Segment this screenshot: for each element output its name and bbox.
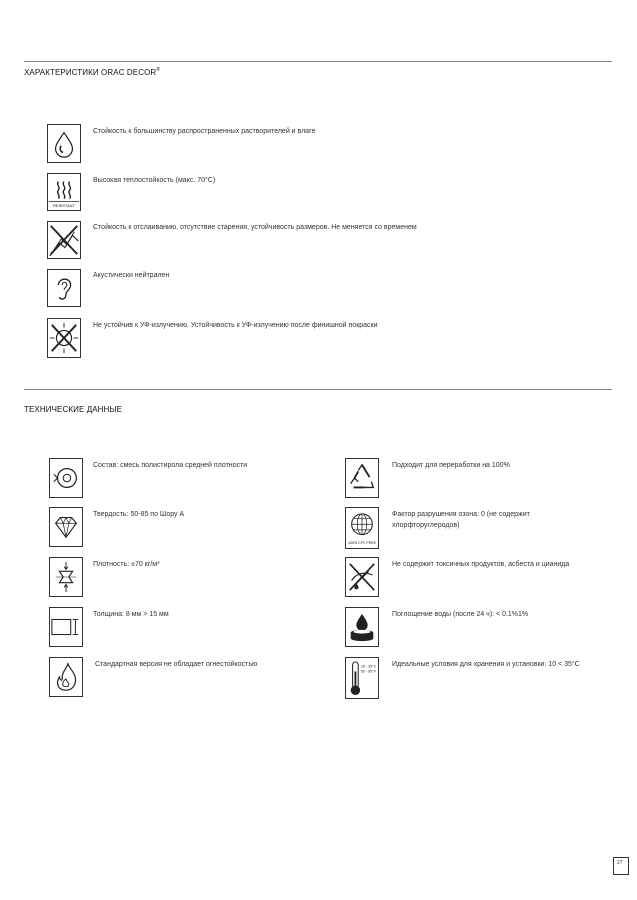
characteristic-text: Не устойчив к УФ-излучению. Устойчивость к УФ-излучению после финишной покраски	[93, 322, 378, 329]
technical-text: Не содержит токсичных продуктов, асбеста и цианида	[392, 561, 570, 568]
thermometer-icon	[345, 657, 379, 699]
technical-text: Состав: смесь полистирола средней плотности	[93, 462, 248, 469]
section-title-technical-data: ТЕХНИЧЕСКИЕ ДАННЫЕ	[24, 405, 123, 414]
section-title-characteristics: ХАРАКТЕРИСТИКИ ORAC DECOR®	[24, 67, 161, 77]
technical-text: Твердость: 50-85 по Шору A	[93, 511, 185, 518]
composition-icon	[49, 458, 83, 498]
top-divider	[24, 61, 612, 62]
characteristic-text: Стойкость к большинству распространенных растворителей и влаге	[93, 128, 316, 135]
page-number-badge: 27	[613, 857, 629, 875]
characteristic-text: Акустически нейтрален	[93, 272, 170, 279]
thickness-icon	[49, 607, 83, 647]
svg-text:10 - 35°C: 10 - 35°C	[361, 664, 377, 669]
technical-text: Толщина: 8 мм > 15 мм	[93, 611, 169, 618]
svg-text:RESISTANT: RESISTANT	[53, 203, 75, 209]
technical-text: Подходит для переработки на 100%	[392, 462, 510, 469]
heat-resistant-icon	[47, 173, 81, 211]
svg-text:50 - 95°F: 50 - 95°F	[361, 669, 376, 674]
technical-text: Идеальные условия для хранения и установки: 10 < 35°C	[392, 661, 580, 668]
middle-divider	[24, 389, 612, 390]
no-aging-icon	[47, 221, 81, 259]
diamond-icon	[49, 507, 83, 547]
characteristic-text: Высокая теплостойкость (макс. 70°C)	[93, 177, 216, 184]
water-drop-icon	[47, 124, 81, 163]
globe-cfc-free-icon	[345, 507, 379, 549]
characteristic-text: Стойкость к отслаиванию, отсутствие старения, устойчивость размеров. Не меняется со временем	[93, 224, 417, 231]
density-icon	[49, 557, 83, 597]
technical-text-line2: хлорфторуглеродов)	[392, 522, 460, 529]
water-absorption-icon	[345, 607, 379, 647]
flame-icon	[49, 657, 83, 697]
svg-text:100% CFC FREE: 100% CFC FREE	[348, 541, 376, 545]
technical-text: Плотность: ±70 кг/м³	[93, 561, 160, 568]
no-uv-icon	[47, 318, 81, 358]
ear-icon	[47, 269, 81, 307]
no-toxic-icon	[345, 557, 379, 597]
technical-text: Стандартная версия не обладает огнестойкостью	[95, 661, 258, 668]
recycle-icon	[345, 458, 379, 498]
technical-text-line1: Фактор разрушения озона: 0 (не содержит	[392, 511, 530, 518]
technical-text: Поглощение воды (после 24 ч): < 0.1%1%	[392, 611, 529, 618]
